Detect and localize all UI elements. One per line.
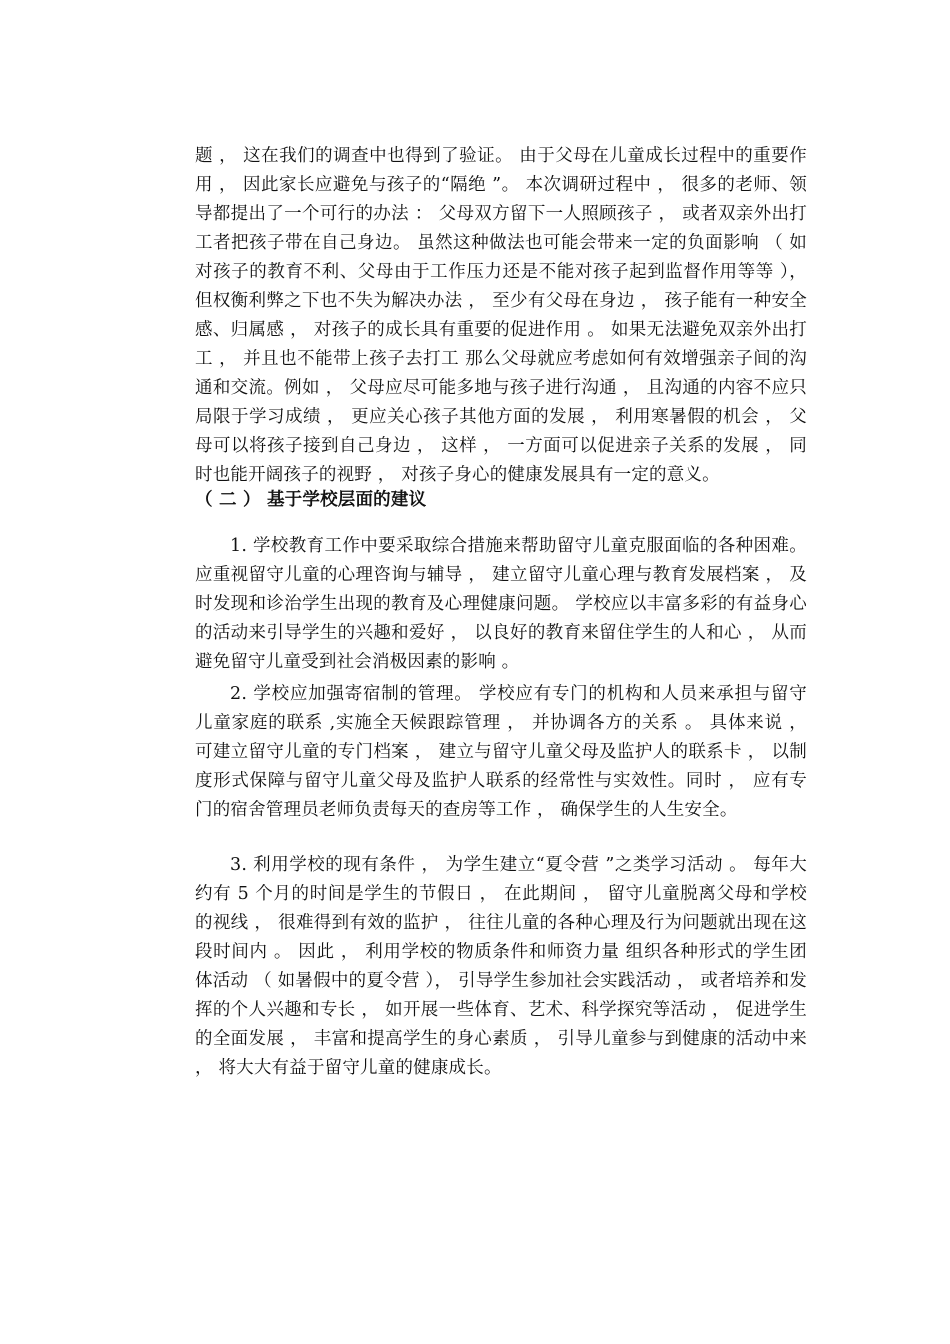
school-suggestion-item-2: 2. 学校应加强寄宿制的管理。 学校应有专门的机构和人员来承担与留守儿童家庭的联系 ,实施全天候跟踪管理 ， 并协调各方的关系 。 具体来说 ， 可建立留守儿童的专门档案 ， 建立与留守儿童父母及监护人的联系卡 ， 以制度形式保障与留守儿童父母及监护人联系的经常性与实效性。同时 ， 应有专门的宿舍管理员老师负责每天的查房等工作 ， 确保学生的人生安全。 bbox=[195, 683, 807, 820]
body-paragraph-family-suggestions: 题 ， 这在我们的调查中也得到了验证。 由于父母在儿童成长过程中的重要作用 ， 因此家长应避免与孩子的“隔绝 ”。 本次调研过程中 ， 很多的老师、领导都提出了一个可行的办法 ： 父母双方留下一人照顾孩子 ， 或者双亲外出打工者把孩子带在自己身边。 虽然这种做法也可能会带来一定的负面影响 （ 如对孩子的教育不利、父母由于工作压力还是不能对孩子起到监督作用等等 ）， 但权衡利弊之下也不失为解决办法 ， 至少有父母在身边 ， 孩子能有一种安全感、归属感 ， 对孩子的成长具有重要的促进作用 。 如果无法避免双亲外出打工 ， 并且也不能带上孩子去打工 那么父母就应考虑如何有效增强亲子间的沟通和交流。例如 ， 父母应尽可能多地与孩子进行沟通 ， 且沟通的内容不应只局限于学习成绩 ， 更应关心孩子其他方面的发展 ， 利用寒暑假的机会 ， 父母可以将孩子接到自己身边 ， 这样 ， 一方面可以促进亲子关系的发展 ， 同时也能开阔孩子的视野 ， 对孩子身心的健康发展具有一定的意义。 bbox=[195, 145, 807, 485]
school-suggestion-item-3: 3. 利用学校的现有条件 ， 为学生建立“夏令营 ”之类学习活动 。 每年大约有 5 个月的时间是学生的节假日 ， 在此期间 ， 留守儿童脱离父母和学校的视线 ， 很难得到有效的监护 ， 往往儿童的各种心理及行为问题就出现在这段时间内 。 因此 ， 利用学校的物质条件和师资力量 组织各种形式的学生团体活动 （ 如暑假中的夏令营 ）， 引导学生参加社会实践活动 ， 或者培养和发挥的个人兴趣和专长 ， 如开展一些体育、艺术、科学探究等活动 ， 促进学生的全面发展 ， 丰富和提高学生的身心素质 ， 引导儿童参与到健康的活动中来 ， 将大大有益于留守儿童的健康成长。 bbox=[195, 854, 807, 1078]
section-heading-school-suggestions: （ 二 ） 基于学校层面的建议 bbox=[195, 489, 427, 510]
school-suggestion-item-1: 1. 学校教育工作中要采取综合措施来帮助留守儿童克服面临的各种困难。应重视留守儿童的心理咨询与辅导 ， 建立留守儿童心理与教育发展档案 ， 及时发现和诊治学生出现的教育及心理健康问题。 学校应以丰富多彩的有益身心的活动来引导学生的兴趣和爱好 ， 以良好的教育来留住学生的人和心 ， 从而避免留守儿童受到社会消极因素的影响 。 bbox=[195, 535, 807, 672]
